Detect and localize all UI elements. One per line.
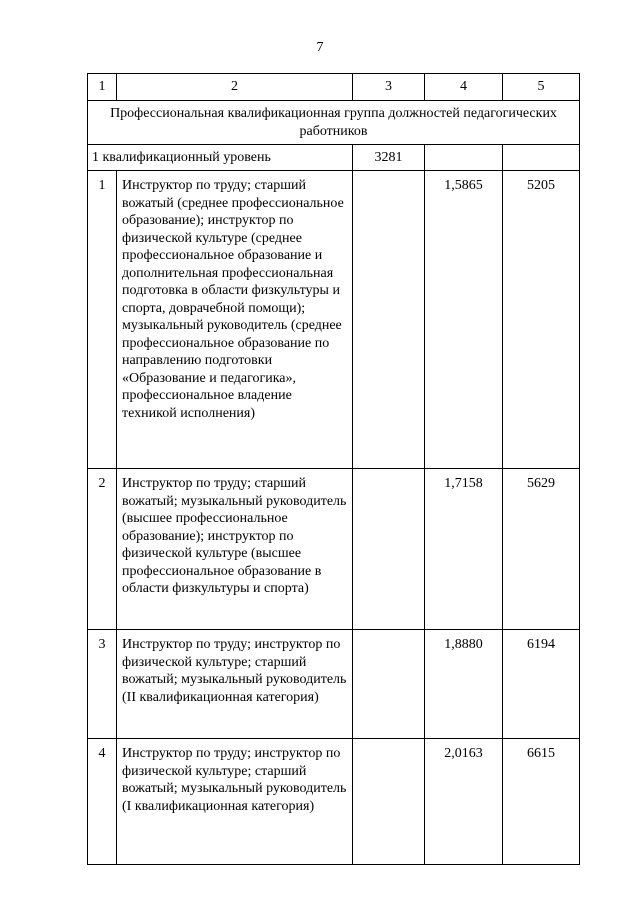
position-description: Инструктор по труду; старший вожатый (среднее профессиональное образование); инструктор по физической культуре (среднее профессиональное образование и дополнительная профессиональная подготовка в области физкультуры и спорта, доврачебной помощи); музыкальный руководитель (среднее профессиональное образование по направлению подготовки «Образование и педагогика», профессиональное владение техникой исполнения) [117, 171, 353, 469]
column-header: 2 [117, 74, 353, 101]
empty-cell [353, 171, 425, 469]
column-header: 4 [425, 74, 503, 101]
table-row [88, 171, 580, 469]
column-header: 5 [503, 74, 580, 101]
row-number: 1 [88, 171, 117, 469]
position-description: Инструктор по труду; инструктор по физической культуре; старший вожатый; музыкальный руководитель (I квалификационная категория) [117, 739, 353, 865]
salary: 6194 [503, 630, 580, 739]
salary: 5629 [503, 469, 580, 630]
qualification-level-label: 1 квалификационный уровень [88, 145, 353, 171]
table-row [88, 739, 580, 865]
salary: 6615 [503, 739, 580, 865]
empty-cell [425, 145, 503, 171]
coefficient: 2,0163 [425, 739, 503, 865]
column-header: 1 [88, 74, 117, 101]
column-header: 3 [353, 74, 425, 101]
qualification-level-row [88, 145, 580, 171]
group-title-row [88, 101, 580, 145]
salary: 5205 [503, 171, 580, 469]
position-description: Инструктор по труду; инструктор по физической культуре; старший вожатый; музыкальный руководитель (II квалификационная категория) [117, 630, 353, 739]
coefficient: 1,5865 [425, 171, 503, 469]
row-number: 3 [88, 630, 117, 739]
coefficient: 1,7158 [425, 469, 503, 630]
table-row [88, 630, 580, 739]
coefficient: 1,8880 [425, 630, 503, 739]
base-salary: 3281 [353, 145, 425, 171]
position-description: Инструктор по труду; старший вожатый; музыкальный руководитель (высшее профессиональное образование); инструктор по физической культуре (высшее профессиональное образование в области физкультуры и спорта) [117, 469, 353, 630]
salary-table [87, 73, 580, 865]
row-number: 4 [88, 739, 117, 865]
empty-cell [503, 145, 580, 171]
empty-cell [353, 469, 425, 630]
group-title: Профессиональная квалификационная группа должностей педагогических работников [88, 101, 580, 145]
header-row [88, 74, 580, 101]
table-row [88, 469, 580, 630]
empty-cell [353, 630, 425, 739]
empty-cell [353, 739, 425, 865]
row-number: 2 [88, 469, 117, 630]
page-number: 7 [316, 40, 324, 55]
